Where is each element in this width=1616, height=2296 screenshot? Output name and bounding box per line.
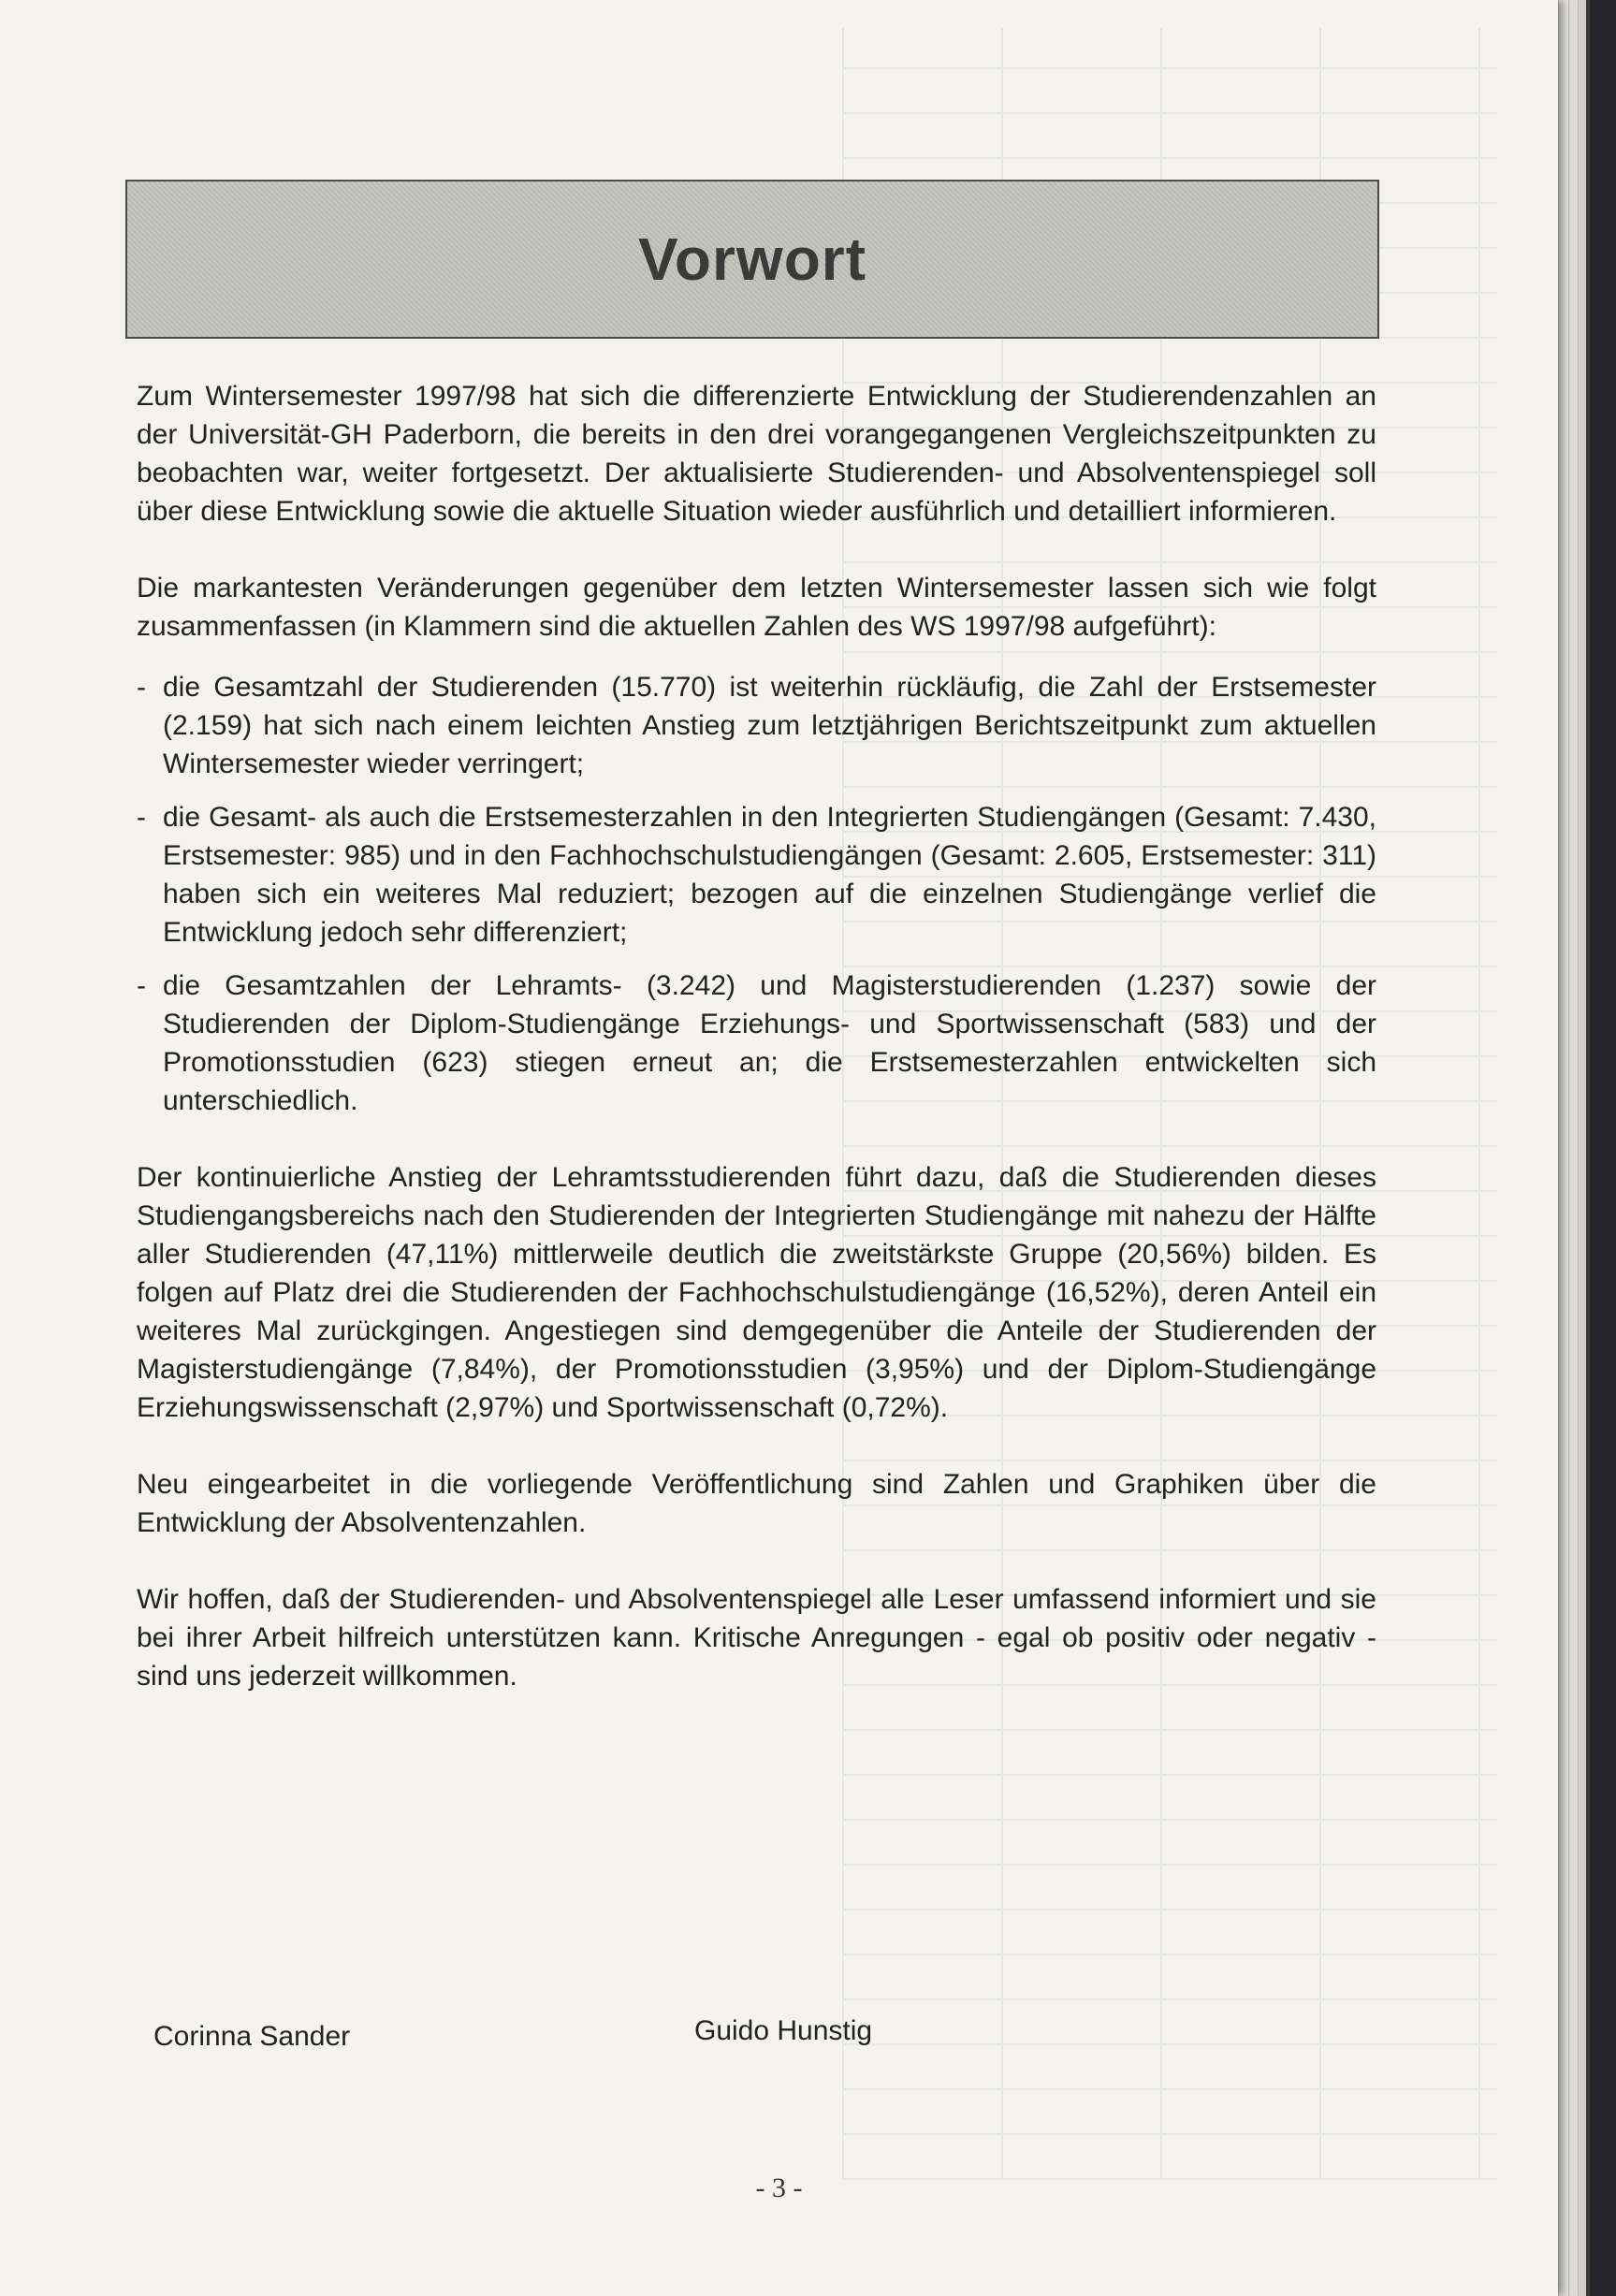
list-item-text: die Gesamt- als auch die Erstsemesterzahlen in den Integrierten Studiengängen (Gesamt: 7.430, Erstsemester: 985) und in den Fachhochschulstudiengängen (Gesamt: 2.605, Erstsemester: 311) haben sich ein weiteres Mal reduziert; bezogen auf die einzelnen Studiengänge verlief die Entwicklung jedoch sehr differenziert; — [163, 802, 1376, 948]
title-banner — [125, 180, 1379, 339]
list-item-text: die Gesamtzahlen der Lehramts- (3.242) und Magisterstudierenden (1.237) sowie der Studierenden der Diplom-Studiengänge Erziehungs- und Sportwissenschaft (583) und der Promotionsstudien (623) stiegen erneut an; die Erstsemesterzahlen entwickelten sich unterschiedlich. — [163, 970, 1376, 1116]
bullet-dash: - — [137, 802, 146, 833]
list-item-text: die Gesamtzahl der Studierenden (15.770) ist weiterhin rückläufig, die Zahl der Erstsemester (2.159) hat sich nach einem leichten Anstieg zum letztjährigen Berichtszeitpunkt zum aktuellen Wintersemester wieder verringert; — [163, 672, 1376, 779]
closing-paragraph: Wir hoffen, daß der Studierenden- und Absolventenspiegel alle Leser umfassend informiert und sie bei ihrer Arbeit hilfreich unterstützen kann. Kritische Anregungen - egal ob positiv oder negativ - sind uns jederzeit willkommen. — [137, 1584, 1376, 1692]
analysis-paragraph: Der kontinuierliche Anstieg der Lehramtsstudierenden führt dazu, daß die Studierenden dieses Studiengangsbereichs nach den Studierenden der Integrierten Studiengänge mit nahezu der Hälfte aller Studierenden (47,11%) mittlerweile deutlich die zweitstärkste Gruppe (20,56%) bilden. Es folgen auf Platz drei die Studierenden der Fachhochschulstudiengänge (16,52%), deren Anteil ein weiteres Mal zurückgingen. Angestiegen sind demgegenüber die Anteile der Studierenden der Magisterstudiengänge (7,84%), der Promotionsstudien (3,95%) und der Diplom-Studiengänge Erziehungswissenschaft (2,97%) und Sportwissenschaft (0,72%). — [137, 1162, 1376, 1423]
bullet-dash: - — [137, 672, 146, 703]
body-text — [137, 377, 1376, 1734]
signature-author-2: Guido Hunstig — [694, 2015, 873, 2046]
changes-list — [137, 668, 1376, 1120]
intro-paragraph: Zum Wintersemester 1997/98 hat sich die differenzierte Entwicklung der Studierendenzahlen an der Universität-GH Paderborn, die bereits in den drei vorangegangenen Vergleichszeitpunkten zu beobachten war, weiter fortgesetzt. Der aktualisierte Studierenden- und Absolventenspiegel soll über diese Entwicklung sowie die aktuelle Situation wieder ausführlich und detailliert informieren. — [137, 381, 1376, 527]
list-item — [137, 668, 1376, 783]
list-item — [137, 966, 1376, 1120]
new-content-paragraph: Neu eingearbeitet in die vorliegende Veröffentlichung sind Zahlen und Graphiken über die Entwicklung der Absolventenzahlen. — [137, 1469, 1376, 1538]
scanner-border — [1590, 0, 1616, 2296]
page-number: - 3 - — [755, 2172, 803, 2203]
page-title: Vorwort — [637, 225, 867, 293]
list-item — [137, 798, 1376, 952]
signature-author-1: Corinna Sander — [153, 2021, 351, 2052]
summary-paragraph: Die markantesten Veränderungen gegenüber dem letzten Wintersemester lassen sich wie folgt zusammenfassen (in Klammern sind die aktuellen Zahlen des WS 1997/98 aufgeführt): — [137, 573, 1376, 642]
page-edge — [1558, 0, 1568, 2296]
page-edge — [1578, 0, 1586, 2296]
bullet-dash: - — [137, 970, 146, 1001]
